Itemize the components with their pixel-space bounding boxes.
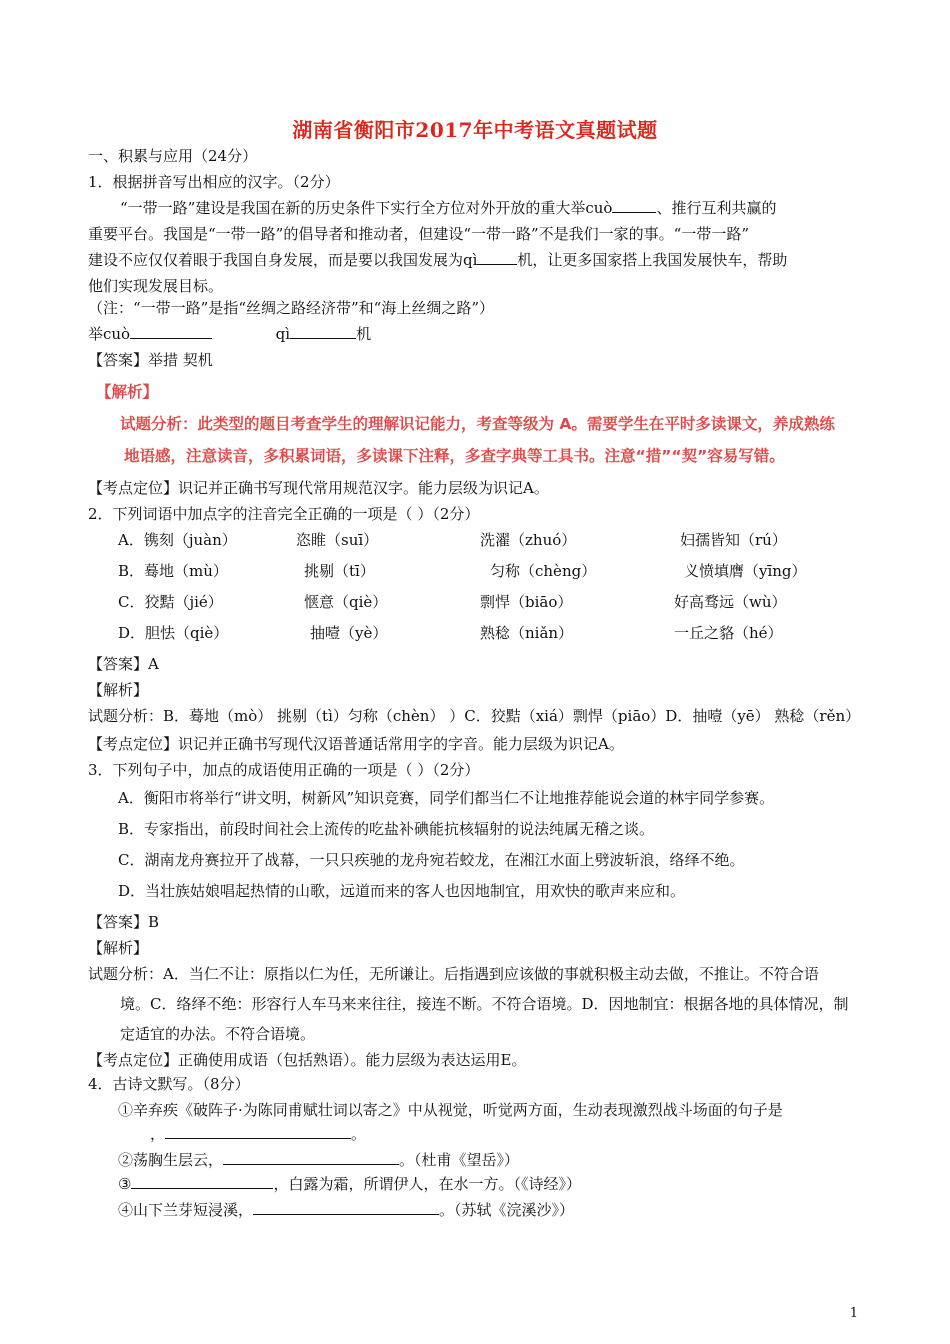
q1-stem: 1．根据拼音写出相应的汉字。（2分） — [88, 173, 340, 191]
q4-text: ②荡胸生层云， — [118, 1151, 224, 1169]
answer-blank[interactable] — [612, 198, 656, 213]
q4-text: ④山下兰芽短浸溪， — [118, 1201, 254, 1219]
answer-blank[interactable] — [477, 250, 517, 265]
page-title: 湖南省衡阳市2017年中考语文真题试题 — [292, 118, 658, 142]
q4-text: ，白露为霜，所谓伊人，在水一方。（《诗经》） — [273, 1175, 581, 1193]
q2-option-cell: 匀称（chèng） — [490, 562, 597, 580]
q1-analysis-line1: 试题分析：此类型的题目考查学生的理解识记能力，考查等级为 A。需要学生在平时多读课文，养成熟练 — [120, 415, 835, 433]
q2-option-cell: 洗濯（zhuó） — [480, 531, 577, 549]
answer-blank[interactable] — [290, 324, 356, 339]
q2-stem: 2．下列词语中加点字的注音完全正确的一项是（ ）（2分） — [88, 505, 480, 523]
answer-blank[interactable] — [130, 324, 212, 339]
q2-answer: 【答案】A — [88, 655, 159, 673]
q2-option-cell: C．狡黠（jié） — [118, 593, 223, 611]
q3-analysis-line2: 境。C．络绎不绝：形容行人车马来来往往，接连不断。不符合语境。D．因地制宜：根据各地的具体情况，制 — [120, 995, 849, 1013]
q1-passage-text: 机，让更多国家搭上我国发展快车，帮助 — [517, 251, 788, 269]
q2-option-cell: 挑剔（tī） — [304, 562, 375, 580]
q1-passage-line1 — [120, 198, 776, 218]
q2-option-cell: 好高骛远（wù） — [674, 593, 787, 611]
q1-passage-text: “一带一路”建设是我国在新的历史条件下实行全方位对外开放的重大举cuò — [120, 199, 613, 217]
q2-option-cell: 剽悍（biāo） — [480, 593, 573, 611]
q4-punct: 。 — [351, 1125, 367, 1143]
q3-option-a: A．衡阳市将举行“讲文明，树新风”知识竞赛，同学们都当仁不让地推荐能说会道的林宇同学参赛。 — [118, 789, 775, 807]
q2-option-cell: 熟稔（niǎn） — [480, 624, 574, 642]
q2-option-cell: 妇孺皆知（rú） — [680, 531, 787, 549]
q3-kaodian: 【考点定位】正确使用成语（包括熟语）。能力层级为表达运用E。 — [88, 1051, 527, 1069]
q1-jiexi-heading: 【解析】 — [96, 383, 159, 401]
q1-note: （注：“一带一路”是指“丝绸之路经济带”和“海上丝绸之路”） — [88, 299, 495, 317]
q3-answer: 【答案】B — [88, 913, 160, 931]
q2-option-cell: 抽噎（yè） — [310, 624, 388, 642]
section-heading: 一、积累与应用（24分） — [88, 147, 258, 165]
q1-passage-line4: 他们实现发展目标。 — [88, 277, 224, 295]
q2-option-cell: 义愤填膺（yīng） — [684, 562, 807, 580]
q1-passage-text: 、推行互利共赢的 — [656, 199, 777, 217]
q1-fill-label: 机 — [356, 325, 372, 343]
q2-option-cell: 恣睢（suī） — [296, 531, 379, 549]
answer-blank[interactable] — [253, 1200, 439, 1215]
q3-option-b: B．专家指出，前段时间社会上流传的吃盐补碘能抗核辐射的说法纯属无稽之谈。 — [118, 820, 655, 838]
q4-stem: 4．古诗文默写。（8分） — [88, 1075, 250, 1093]
q2-option-cell: D．胆怯（qiè） — [118, 624, 229, 642]
q2-option-row — [118, 561, 908, 581]
q4-item2 — [118, 1150, 519, 1170]
q2-jiexi-heading: 【解析】 — [88, 681, 149, 699]
q2-option-cell: 惬意（qiè） — [304, 593, 388, 611]
q4-text: ③ — [118, 1175, 132, 1193]
answer-blank[interactable] — [165, 1124, 351, 1139]
q1-answer: 【答案】举措 契机 — [88, 351, 213, 369]
q3-option-d: D．当壮族姑娘唱起热情的山歌，远道而来的客人也因地制宜，用欢快的歌声来应和。 — [118, 882, 686, 900]
q4-text: 。（杜甫《望岳》） — [399, 1151, 520, 1169]
q1-fill-row — [88, 324, 371, 344]
q4-punct: ， — [150, 1125, 166, 1143]
q1-passage-line3 — [88, 250, 787, 270]
q4-text: 。（苏轼《浣溪沙》） — [439, 1201, 575, 1219]
q4-item1: ①辛弃疾《破阵子·为陈同甫赋壮词以寄之》中从视觉，听觉两方面，生动表现激烈战斗场面的句子是 — [118, 1101, 783, 1119]
page-number: 1 — [849, 1306, 858, 1321]
q2-option-cell: B．蓦地（mù） — [118, 562, 228, 580]
q2-option-cell: 一丘之貉（hé） — [674, 624, 783, 642]
q1-fill-label: 举cuò — [88, 325, 131, 343]
q3-jiexi-heading: 【解析】 — [88, 939, 149, 957]
q4-item3 — [118, 1174, 581, 1194]
answer-blank[interactable] — [131, 1174, 273, 1189]
answer-blank[interactable] — [223, 1150, 399, 1165]
q1-passage-text: 建设不应仅仅着眼于我国自身发展，而是要以我国发展为qì — [88, 251, 478, 269]
q2-kaodian: 【考点定位】识记并正确书写现代汉语普通话常用字的字音。能力层级为识记A。 — [88, 735, 624, 753]
q2-analysis: 试题分析：B．蓦地（mò） 挑剔（tì）匀称（chèn） ）C．狡黠（xiá）剽悍（piāo）D．抽噎（yē） 熟稔（rěn） — [88, 707, 861, 725]
q2-option-cell: A．镌刻（juàn） — [118, 531, 237, 549]
q1-fill-label: qì — [275, 325, 291, 343]
q3-stem: 3．下列句子中，加点的成语使用正确的一项是（ ）（2分） — [88, 761, 480, 779]
q3-option-c: C．湖南龙舟赛拉开了战幕，一只只疾驰的龙舟宛若蛟龙，在湘江水面上劈波斩浪，络绎不绝。 — [118, 851, 745, 869]
q2-option-row — [118, 530, 908, 550]
q1-passage-line2: 重要平台。我国是“一带一路”的倡导者和推动者，但建设“一带一路”不是我们一家的事。“一带一路” — [88, 225, 750, 243]
q1-kaodian: 【考点定位】识记并正确书写现代常用规范汉字。能力层级为识记A。 — [88, 479, 549, 497]
q1-analysis-line2: 地语感，注意读音，多积累词语，多读课下注释，多查字典等工具书。注意“措”“契”容易写错。 — [124, 447, 785, 465]
q4-item4 — [118, 1200, 574, 1220]
q3-analysis-line3: 定适宜的办法。不符合语境。 — [120, 1025, 316, 1043]
q4-item1-fill — [150, 1124, 366, 1144]
q3-analysis-line1: 试题分析：A．当仁不让：原指以仁为任，无所谦让。后指遇到应该做的事就积极主动去做，不推让。不符合语 — [88, 965, 819, 983]
q2-option-row — [118, 592, 908, 612]
q2-option-row — [118, 623, 908, 643]
